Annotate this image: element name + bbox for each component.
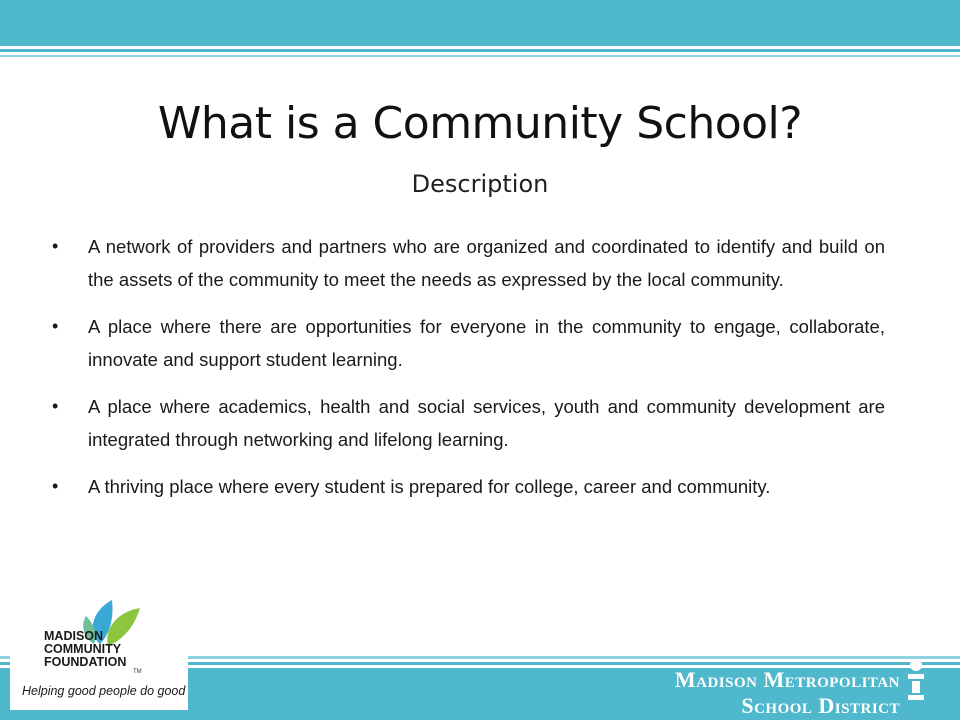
- bullet-dot-icon: •: [52, 476, 59, 496]
- foundation-tagline: Helping good people do good: [22, 684, 186, 698]
- slide-title: What is a Community School?: [157, 98, 803, 149]
- bullet-item: [50, 310, 885, 376]
- bullet-item: [50, 390, 885, 456]
- bullet-item: [50, 230, 885, 296]
- bullet-text: A place where there are opportunities for everyone in the community to engage, collaborate, innovate and support student learning.: [88, 316, 885, 370]
- foundation-name-line: COMMUNITY: [44, 642, 122, 656]
- bullet-item: [50, 470, 885, 503]
- bullet-text: A thriving place where every student is prepared for college, career and community.: [88, 476, 771, 497]
- foundation-logo: [10, 594, 188, 710]
- bullet-list: [50, 230, 885, 517]
- top-divider-line-light: [0, 55, 960, 57]
- slide-subtitle: Description: [411, 170, 549, 198]
- bullet-dot-icon: •: [52, 316, 59, 336]
- bullet-dot-icon: •: [52, 236, 59, 256]
- district-emblem-icon: [904, 658, 928, 706]
- trademark-mark: TM: [133, 669, 142, 675]
- bullet-text: A place where academics, health and social services, youth and community development are integrated through networking and lifelong learning.: [88, 396, 885, 450]
- bullet-text: A network of providers and partners who are organized and coordinated to identify and build on the assets of the community to meet the needs as expressed by the local community.: [88, 236, 885, 290]
- top-divider-line: [0, 49, 960, 52]
- foundation-name: [44, 630, 164, 669]
- foundation-name-line: FOUNDATION: [44, 655, 127, 669]
- foundation-name-line: MADISON: [44, 629, 104, 643]
- district-name: Madison Metropolitan School District: [674, 667, 900, 718]
- top-banner: [0, 0, 960, 46]
- bullet-dot-icon: •: [52, 396, 59, 416]
